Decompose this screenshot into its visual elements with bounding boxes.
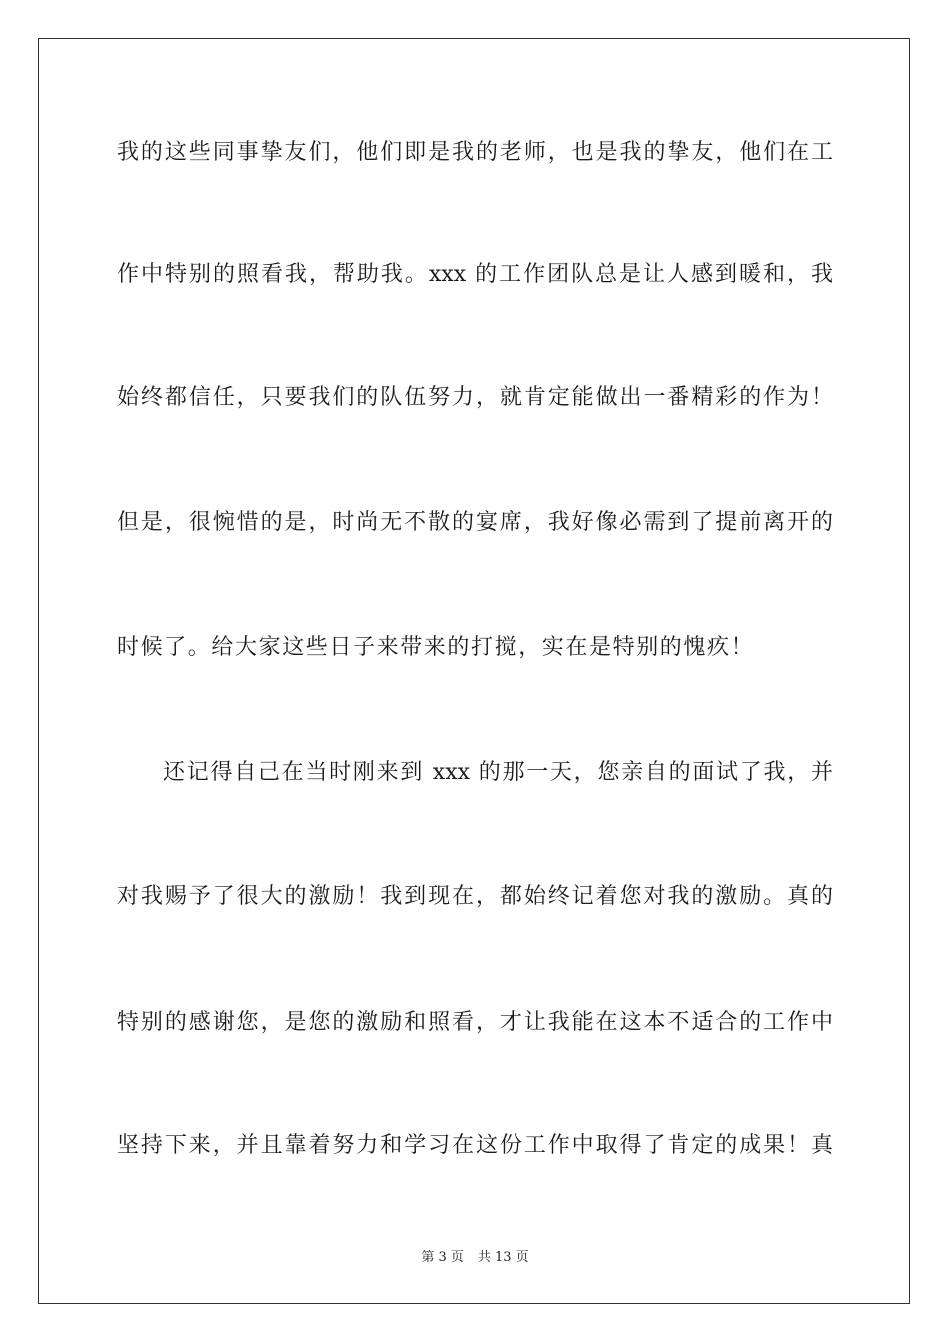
page-frame xyxy=(38,38,910,1304)
text-line: 对我赐予了很大的激励！我到现在，都始终记着您对我的激励。真的 xyxy=(117,884,833,909)
text-line: 时候了。给大家这些日子来带来的打搅，实在是特别的愧疚！ xyxy=(117,635,755,660)
text-line: 我的这些同事挚友们，他们即是我的老师，也是我的挚友，他们在工 xyxy=(117,140,833,165)
text-line: 坚持下来，并且靠着努力和学习在这份工作中取得了肯定的成果！真 xyxy=(117,1133,833,1158)
page-number: 第 3 页 xyxy=(421,1250,464,1265)
text-line: 始终都信任，只要我们的队伍努力，就肯定能做出一番精彩的作为！ xyxy=(117,385,833,410)
page-total: 共 13 页 xyxy=(477,1250,529,1265)
text-line-indented: 还记得自己在当时刚来到 xxx 的那一天，您亲自的面试了我，并 xyxy=(163,760,833,785)
text-line: 但是，很惋惜的是，时尚无不散的宴席，我好像必需到了提前离开的 xyxy=(117,510,833,535)
text-line: 作中特别的照看我，帮助我。xxx 的工作团队总是让人感到暖和，我 xyxy=(117,262,833,287)
page-footer xyxy=(0,1249,950,1267)
text-line: 特别的感谢您，是您的激励和照看，才让我能在这本不适合的工作中 xyxy=(117,1010,833,1035)
